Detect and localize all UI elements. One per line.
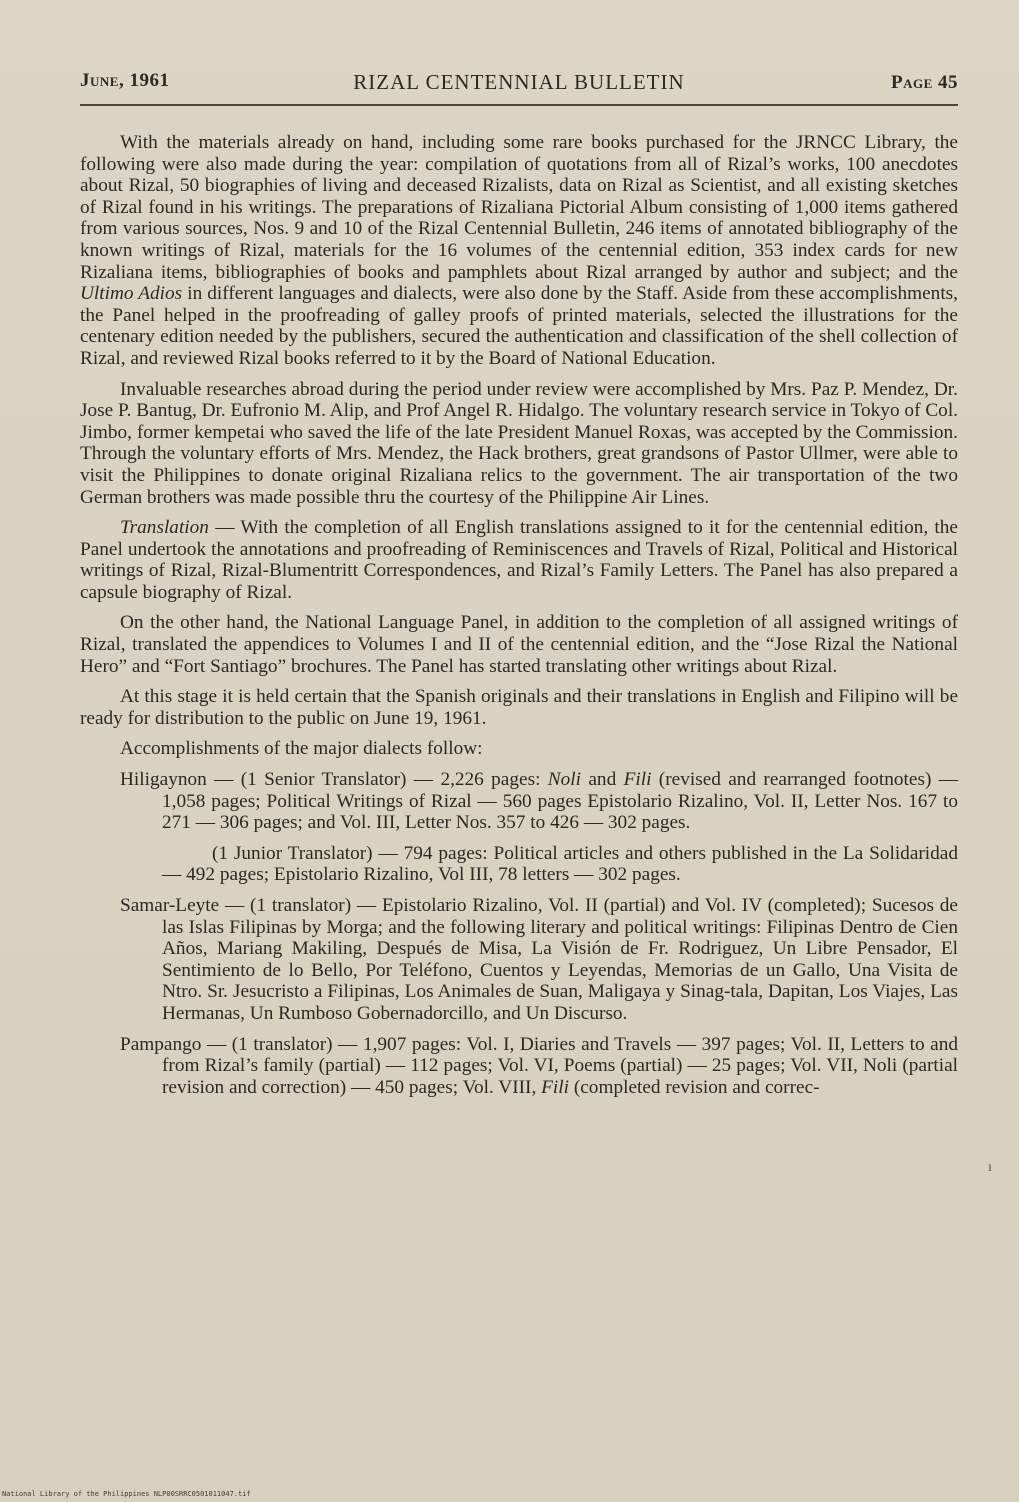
list-item-hiligaynon [120, 769, 958, 834]
italic-ultimo-adios: Ultimo Adios [80, 283, 183, 305]
paragraph-translation [80, 517, 958, 603]
margin-mark: ı [988, 1160, 992, 1175]
list-item-pampango [120, 1034, 958, 1099]
paragraph-researches: Invaluable researches abroad during the period under review were accomplished by Mrs. Paz P. Mendez, Dr. Jose P. Bantug, Dr. Eufronio M. Alip, and Prof Angel R. Hidalgo. The voluntary research service in Tokyo of Col. Jimbo, former kempetai who saved the life of the late President Manuel Roxas, was accepted by the Commission. Through the voluntary efforts of Mrs. Mendez, the Hack brothers, great grandsons of Pastor Ullmer, were able to visit the Philippines to donate original Rizaliana relics to the government. The air transportation of the two German brothers was made possible thru the courtesy of the Philippine Air Lines. [80, 378, 958, 508]
header-rule [80, 104, 958, 106]
hiligaynon-and: and [588, 769, 617, 791]
paragraph-translation-text: — With the completion of all English translations assigned to it for the centennial edition, the Panel undertook the annotations and proofreading of Reminiscences and Travels of Rizal, Political and Historical writings of Rizal, Rizal-Blumentritt Correspondences, and Rizal’s Family Letters. The Panel has also prepared a capsule biography of Rizal. [80, 517, 958, 603]
paragraph-materials-text: With the materials already on hand, including some rare books purchased for the JRNCC Library, the following were also made during the year: compilation of quotations from all of Rizal’s works, 100 anecdotes about Rizal, 50 biographies of living and deceased Rizalists, data on Rizal as Scientist, and all existing sketches of Rizal found in his writings. The preparations of Rizaliana Pictorial Album consisting of 1,000 items gathered from various sources, Nos. 9 and 10 of the Rizal Centennial Bulletin, 246 items of annotated bibliography of the known writings of Rizal, materials for the 16 volumes of the centennial edition, 353 index cards for new Rizaliana items, bibliographies of books and pamphlets about Rizal arranged by author and subject; and the [80, 132, 958, 283]
list-item-hiligaynon-junior: (1 Junior Translator) — 794 pages: Political articles and others published in the La Solidaridad — 492 pages; Epistolario Rizalino, Vol III, 78 letters — 302 pages. [162, 842, 958, 886]
paragraph-national-language: On the other hand, the National Language Panel, in addition to the completion of all assigned writings of Rizal, translated the appendices to Volumes I and II of the centennial edition, and the “Jose Rizal the National Hero” and “Fort Santiago” brochures. The Panel has started translating other writings about Rizal. [80, 612, 958, 677]
paragraph-distribution: At this stage it is held certain that the Spanish originals and their translations in English and Filipino will be ready for distribution to the public on June 19, 1961. [80, 686, 958, 729]
running-head [80, 70, 958, 100]
pampango-text-b: (completed revision and correc- [573, 1076, 820, 1098]
hiligaynon-text-a: Hiligaynon — (1 Senior Translator) — 2,226 pages: [120, 769, 541, 791]
italic-translation-heading: Translation [120, 517, 209, 539]
hiligaynon-text-b: (revised and rearranged footnotes) — 1,058 pages; Political Writings of Rizal — 560 pages Epistolario Rizalino, Vol. II, Letter Nos. 167 to 271 — 306 pages; and Vol. III, Letter Nos. 357 to 426 — 302 pages. [162, 769, 959, 834]
scan-footer: National Library of the Philippines NLP00SRRC0501011047.tif [2, 1490, 251, 1498]
header-page-number: Page 45 [890, 72, 958, 93]
paragraph-accomplishments-intro: Accomplishments of the major dialects follow: [120, 738, 483, 760]
paragraph-materials-tail: in different languages and dialects, were also done by the Staff. Aside from these accomplishments, the Panel helped in the proofreading of galley proofs of printed materials, selected the illustrations for the centenary edition needed by the publishers, secured the authentication and classification of the shell collection of Rizal, and reviewed Rizal books referred to it by the Board of National Education. [80, 283, 958, 369]
paragraph-materials [80, 132, 958, 370]
italic-noli: Noli [547, 769, 582, 791]
pampango-text-a: Pampango — (1 translator) — 1,907 pages: Vol. I, Diaries and Travels — 397 pages; Vol. II, Letters to and from Rizal’s family (partial) — 112 pages; Vol. VI, Poems (partial) — 25 pages; Vol. VII, Noli (partial revision and correction) — 450 pages; Vol. VIII, [120, 1033, 958, 1098]
italic-fili: Fili [623, 769, 652, 791]
italic-pampango-fili: Fili [541, 1076, 569, 1098]
header-title: RIZAL CENTENNIAL BULLETIN [353, 70, 685, 94]
article-body [80, 132, 958, 1107]
list-item-samar-leyte: Samar-Leyte — (1 translator) — Epistolario Rizalino, Vol. II (partial) and Vol. IV (completed); Sucesos de las Islas Filipinas by Morga; and the following literary and political writings: Filipinas Dentro de Cien Años, Mariang Makiling, Después de Misa, La Visión de Fr. Rodriguez, Un Libre Pensador, El Sentimiento de lo Bello, Por Teléfono, Cuentos y Leyendas, Memorias de un Gallo, Una Visita de Ntro. Sr. Jesucristo a Filipinas, Los Animales de Suan, Maligaya y Sinag-tala, Dapitan, Los Viajes, Las Hermanas, Un Rumboso Gobernadorcillo, and Un Discurso. [120, 895, 958, 1024]
header-date: June, 1961 [80, 70, 170, 91]
